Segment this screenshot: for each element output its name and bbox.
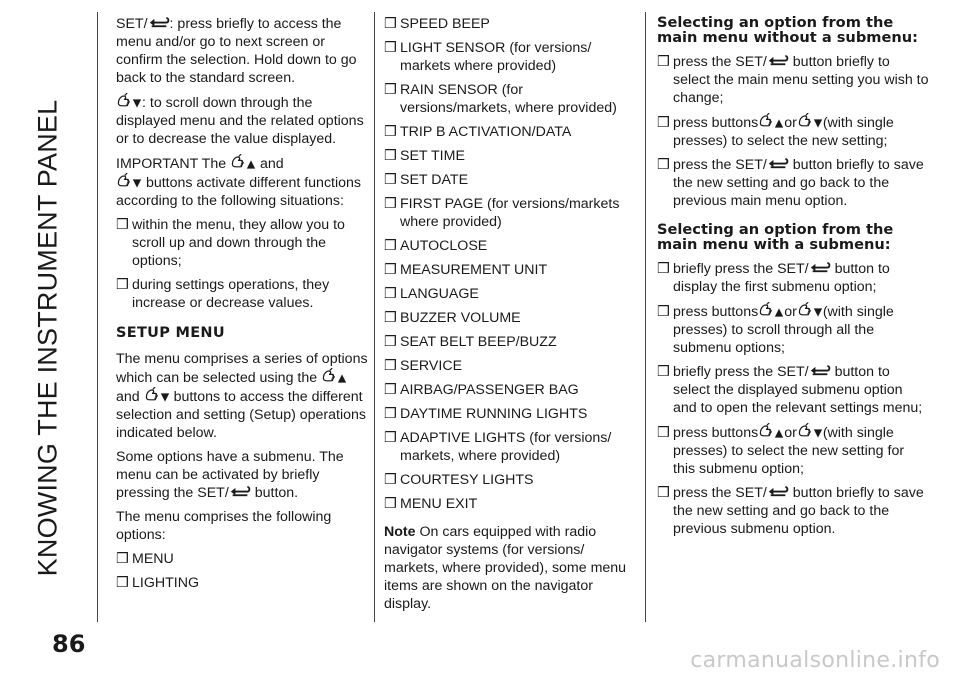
return-arrow-icon bbox=[148, 17, 170, 30]
heading-without-submenu: Selecting an option from the main menu without a submenu: bbox=[657, 14, 918, 46]
list-item: ❒ SPEED BEEP bbox=[384, 16, 490, 32]
return-arrow-icon bbox=[767, 486, 789, 499]
list-item: ❒ during settings operations, they increase or decrease values. bbox=[116, 277, 330, 311]
navigator-note: Note On cars equipped with radio navigator systems (for versions/ markets, where provided), some menu items are shown on the navigator display. bbox=[384, 524, 627, 612]
hand-icon bbox=[797, 302, 813, 318]
list-item: ❒ AIRBAG/PASSENGER BAG bbox=[384, 382, 579, 398]
set-button-description: SET/ : press briefly to access the menu and/or go to next screen or confirm the selection. Hold down to go back to the standard screen. bbox=[116, 16, 357, 86]
options-intro-paragraph: The menu comprises the following options: bbox=[116, 509, 332, 543]
list-item: ❒ SERVICE bbox=[384, 358, 463, 374]
hand-icon bbox=[797, 423, 813, 439]
return-arrow-icon bbox=[809, 262, 831, 275]
list-item: ❒ LIGHT SENSOR (for versions/ markets where provided) bbox=[384, 40, 592, 74]
up-triangle-icon bbox=[774, 118, 784, 129]
list-item: ❒ AUTOCLOSE bbox=[384, 238, 488, 254]
list-item: ❒ press buttons or (with single presses) to select the new setting; bbox=[657, 115, 894, 149]
list-item: ❒ ADAPTIVE LIGHTS (for versions/ markets, where provided) bbox=[384, 430, 612, 464]
setup-menu-heading: SETUP MENU bbox=[116, 325, 225, 341]
up-triangle-icon bbox=[774, 428, 784, 439]
hand-icon bbox=[758, 302, 774, 318]
down-triangle-icon bbox=[813, 307, 823, 318]
list-item: ❒ DAYTIME RUNNING LIGHTS bbox=[384, 406, 588, 422]
list-item: ❒ LIGHTING bbox=[116, 575, 200, 591]
list-item: ❒ within the menu, they allow you to scroll up and down through the options; bbox=[116, 217, 345, 269]
hand-icon bbox=[321, 368, 337, 384]
page-number: 86 bbox=[52, 630, 86, 658]
list-item: ❒ SET DATE bbox=[384, 172, 469, 188]
list-item: ❒ briefly press the SET/ button to select the displayed submenu option and to open the relevant settings menu; bbox=[657, 364, 923, 416]
down-triangle-icon bbox=[160, 392, 170, 403]
list-item: ❒ SET TIME bbox=[384, 148, 465, 164]
column-divider-right bbox=[645, 12, 646, 622]
list-item: ❒ MEASUREMENT UNIT bbox=[384, 262, 548, 278]
important-note: IMPORTANT The and buttons activate different functions according to the following situations: bbox=[116, 156, 362, 209]
hand-icon bbox=[116, 93, 132, 109]
up-triangle-icon bbox=[246, 159, 256, 170]
return-arrow-icon bbox=[767, 55, 789, 68]
column-divider-left bbox=[97, 12, 98, 622]
list-item: ❒ MENU bbox=[116, 551, 174, 567]
list-item: ❒ FIRST PAGE (for versions/markets where provided) bbox=[384, 196, 620, 230]
list-item: ❒ COURTESY LIGHTS bbox=[384, 472, 534, 488]
return-arrow-icon bbox=[809, 365, 831, 378]
hand-icon bbox=[116, 173, 132, 189]
watermark: carmanualsonline.info bbox=[690, 648, 940, 673]
column-divider-middle bbox=[374, 12, 375, 622]
column-2 bbox=[384, 15, 636, 619]
list-item: ❒ MENU EXIT bbox=[384, 496, 478, 512]
list-item: ❒ LANGUAGE bbox=[384, 286, 479, 302]
column-1 bbox=[116, 15, 368, 598]
hand-icon bbox=[758, 113, 774, 129]
down-triangle-icon bbox=[813, 428, 823, 439]
down-triangle-icon bbox=[813, 118, 823, 129]
up-triangle-icon bbox=[337, 373, 347, 384]
hand-icon bbox=[797, 113, 813, 129]
list-item: ❒ RAIN SENSOR (for versions/markets, where provided) bbox=[384, 82, 617, 116]
list-item: ❒ press the SET/ button briefly to save the new setting and go back to the previous submenu option. bbox=[657, 485, 924, 537]
return-arrow-icon bbox=[229, 486, 251, 499]
list-item: ❒ press the SET/ button briefly to select the main menu setting you wish to change; bbox=[657, 54, 929, 106]
down-triangle-icon bbox=[132, 178, 142, 189]
down-triangle-icon bbox=[132, 98, 142, 109]
list-item: ❒ BUZZER VOLUME bbox=[384, 310, 521, 326]
section-side-title: KNOWING THE INSTRUMENT PANEL bbox=[32, 99, 63, 577]
list-item: ❒ press buttons or (with single presses) to scroll through all the submenu options; bbox=[657, 304, 894, 356]
list-item: ❒ briefly press the SET/ button to display the first submenu option; bbox=[657, 261, 890, 295]
down-button-description: : to scroll down through the displayed menu and the related options or to decrease the value displayed. bbox=[116, 95, 364, 147]
return-arrow-icon bbox=[767, 158, 789, 171]
hand-icon bbox=[758, 423, 774, 439]
list-item: ❒ press buttons or (with single presses) to select the new setting for this submenu option; bbox=[657, 425, 905, 477]
up-triangle-icon bbox=[774, 307, 784, 318]
submenu-paragraph: Some options have a submenu. The menu can be activated by briefly pressing the SET/ button. bbox=[116, 449, 344, 501]
menu-intro-paragraph: The menu comprises a series of options which can be selected using the and buttons to access the different selection and setting (Setup) operations indicated below. bbox=[116, 351, 368, 441]
heading-with-submenu: Selecting an option from the main menu with a submenu: bbox=[657, 221, 894, 253]
hand-icon bbox=[230, 154, 246, 170]
list-item: ❒ TRIP B ACTIVATION/DATA bbox=[384, 124, 572, 140]
list-item: ❒ press the SET/ button briefly to save the new setting and go back to the previous main menu option. bbox=[657, 157, 924, 209]
hand-icon bbox=[144, 387, 160, 403]
column-3 bbox=[657, 15, 929, 544]
list-item: ❒ SEAT BELT BEEP/BUZZ bbox=[384, 334, 557, 350]
